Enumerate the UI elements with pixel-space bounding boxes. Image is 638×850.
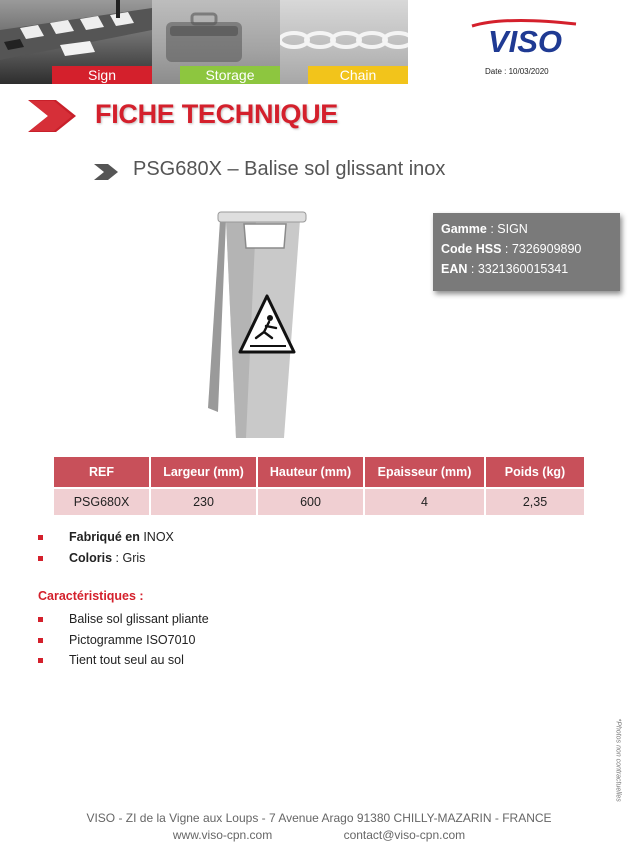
- spec-table: [54, 457, 584, 515]
- product-image: [206, 206, 314, 442]
- banner-tile-sign: [0, 0, 152, 84]
- banner-tile-storage: [152, 0, 280, 84]
- bullet-icon: [38, 638, 43, 643]
- table-row: [54, 489, 584, 515]
- product-subtitle: PSG680X – Balise sol glissant inox: [133, 158, 446, 180]
- hss-code-row: Code HSS : 7326909890: [441, 242, 582, 256]
- banner-tile-chain: [280, 0, 408, 84]
- tab-storage[interactable]: Storage: [180, 66, 280, 84]
- document-date: Date : 10/03/2020: [485, 67, 549, 76]
- spec-table-header: [54, 457, 584, 489]
- list-item: Tient tout seul au sol: [38, 650, 209, 671]
- footer-address: VISO - ZI de la Vigne aux Loups - 7 Avenue Arago 91380 CHILLY-MAZARIN - FRANCE: [86, 811, 552, 825]
- list-item: Pictogramme ISO7010: [38, 630, 209, 651]
- footer-website-link[interactable]: www.viso-cpn.com: [172, 828, 273, 842]
- attribute-list: [38, 527, 174, 568]
- list-item: Balise sol glissant pliante: [38, 609, 209, 630]
- photo-disclaimer: *Photos non contractuelles: [614, 718, 622, 802]
- caracteristiques-heading: Caractéristiques :: [38, 589, 144, 603]
- cell-ref: PSG680X: [54, 489, 151, 515]
- bullet-icon: [38, 535, 43, 540]
- tab-sign[interactable]: Sign: [52, 66, 152, 84]
- tab-chain[interactable]: Chain: [308, 66, 408, 84]
- logo-text: VISO: [487, 24, 563, 58]
- list-item: Fabriqué en INOX: [38, 527, 174, 548]
- caracteristiques-list: [38, 609, 209, 671]
- cell-largeur: 230: [151, 489, 258, 515]
- col-ref: REF: [54, 457, 151, 489]
- header-banner: [0, 0, 408, 84]
- cell-poids: 2,35: [486, 489, 584, 515]
- footer-email-link[interactable]: contact@viso-cpn.com: [343, 828, 466, 842]
- subtitle-chevron-icon: [92, 162, 120, 182]
- cell-epaisseur: 4: [365, 489, 486, 515]
- title-chevron-icon: [24, 98, 78, 134]
- bullet-icon: [38, 658, 43, 663]
- page-footer: [0, 811, 638, 842]
- page-title: FICHE TECHNIQUE: [95, 99, 339, 129]
- product-info-box: [433, 213, 620, 291]
- col-hauteur: Hauteur (mm): [258, 457, 365, 489]
- bullet-icon: [38, 617, 43, 622]
- col-poids: Poids (kg): [486, 457, 584, 489]
- viso-logo: [466, 18, 584, 58]
- col-largeur: Largeur (mm): [151, 457, 258, 489]
- list-item: Coloris : Gris: [38, 548, 174, 569]
- ean-row: EAN : 3321360015341: [441, 262, 569, 276]
- gamme-row: Gamme : SIGN: [441, 222, 528, 236]
- col-epaisseur: Epaisseur (mm): [365, 457, 486, 489]
- cell-hauteur: 600: [258, 489, 365, 515]
- bullet-icon: [38, 556, 43, 561]
